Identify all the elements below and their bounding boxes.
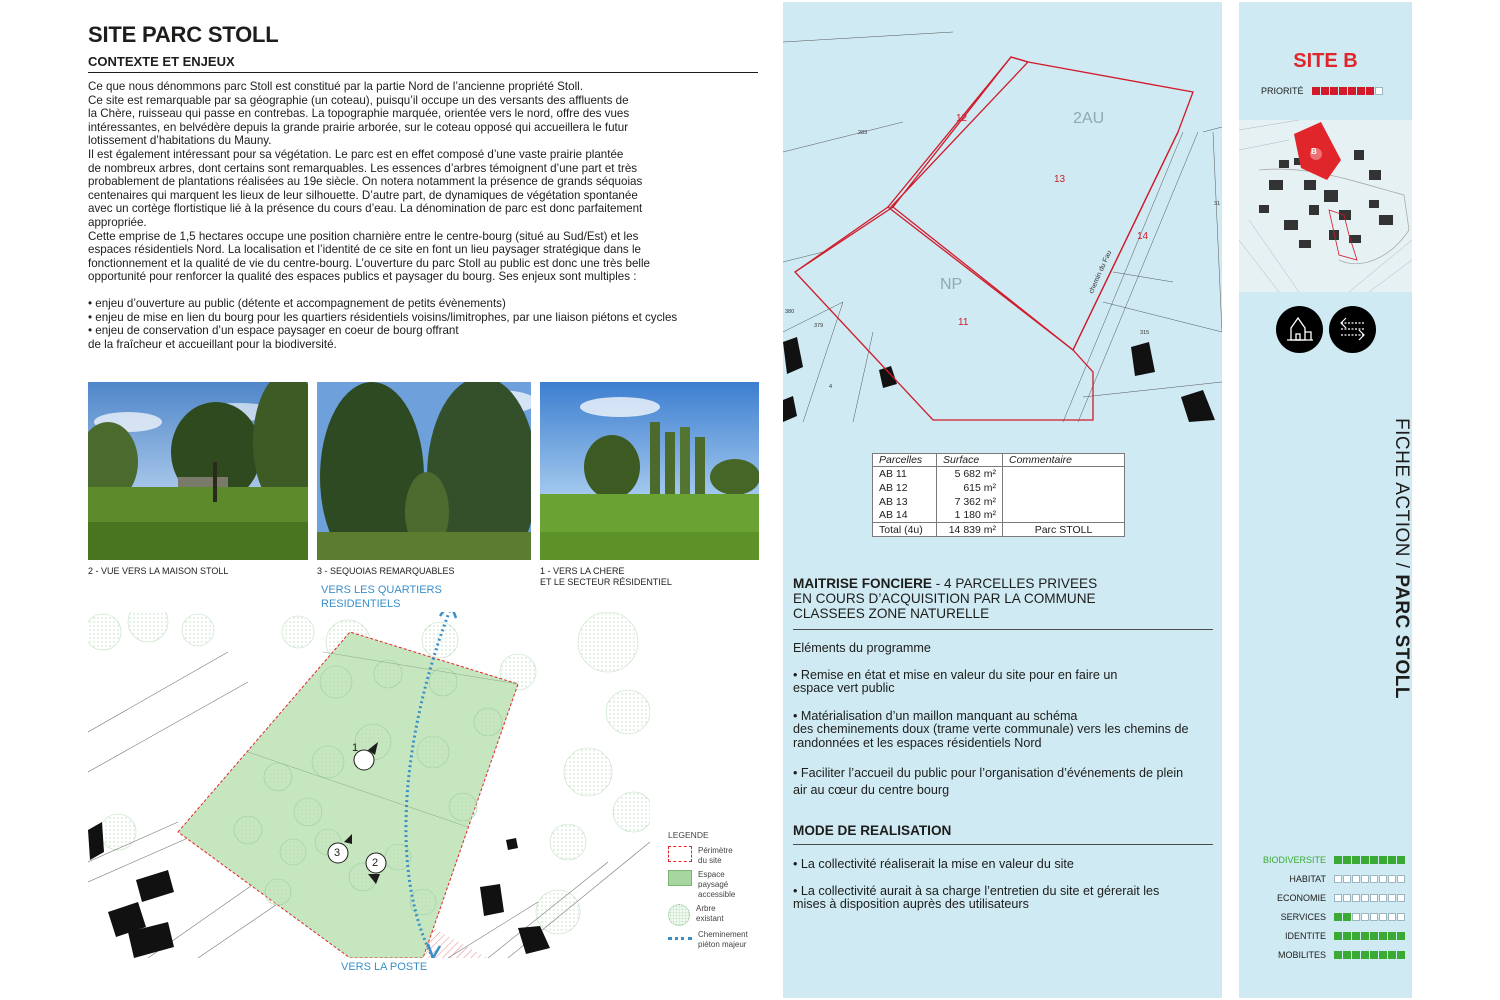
- circulation-arrows-icon: [1329, 306, 1376, 353]
- site-card: [1239, 2, 1412, 998]
- text-line: la Chère, ruisseau qui passe en contrebas. La topographie marquée, orientée vers le nord, offre des vues: [88, 107, 630, 121]
- section-subtitle: CONTEXTE ET ENJEUX: [88, 54, 758, 73]
- priority-square: [1321, 87, 1329, 95]
- fonciere-bold: MAITRISE FONCIERE: [793, 576, 932, 591]
- criteria-row: [1239, 945, 1412, 964]
- criteria-label: ECONOMIE: [1276, 892, 1326, 903]
- green-space-swatch: [668, 870, 692, 886]
- table-header: Commentaire: [1003, 454, 1125, 467]
- criteria-square: [1370, 875, 1378, 883]
- land-panel: [783, 2, 1222, 998]
- criteria-bar: [1334, 932, 1406, 940]
- criteria-square: [1397, 856, 1405, 864]
- realisation-item: [793, 858, 1213, 872]
- text-line: de la fraîcheur et accueillant pour la biodiversité.: [88, 337, 337, 351]
- criteria-square: [1379, 856, 1387, 864]
- table-cell: 5 682 m²: [937, 467, 1003, 481]
- text-line: Ce site est remarquable par sa géographie (un coteau), puisqu’il occupe un des versants des affluents de: [88, 93, 629, 107]
- legend-label: accessible: [698, 890, 736, 899]
- criteria-square: [1334, 932, 1342, 940]
- criteria-square: [1352, 875, 1360, 883]
- table-cell: [1003, 509, 1125, 523]
- criteria-square: [1370, 913, 1378, 921]
- table-row: [873, 481, 1125, 495]
- plan-label-south: VERS LA POSTE: [341, 961, 428, 973]
- criteria-square: [1352, 913, 1360, 921]
- table-row: [873, 509, 1125, 523]
- criteria-row: [1239, 850, 1412, 869]
- legend-label: Arbre: [696, 904, 716, 913]
- priority-square: [1375, 87, 1383, 95]
- criteria-square: [1388, 951, 1396, 959]
- criteria-square: [1379, 932, 1387, 940]
- table-row: [873, 495, 1125, 509]
- item-line: Remise en état et mise en valeur du site pour en faire un: [800, 667, 1118, 682]
- parcel-label-11: 11: [958, 317, 969, 328]
- criteria-square: [1343, 856, 1351, 864]
- text-line: fonctionnement et la qualité de vie du centre-bourg. L’ouverture du parc Stoll au public est donc une très belle: [88, 256, 651, 270]
- photo-caption: [540, 566, 672, 588]
- criteria-square: [1343, 913, 1351, 921]
- table-total-row: [873, 523, 1125, 537]
- criteria-square: [1397, 875, 1405, 883]
- photo-caption: 3 - SEQUOIAS REMARQUABLES: [317, 566, 455, 576]
- criteria-row: [1239, 907, 1412, 926]
- criteria-square: [1397, 951, 1405, 959]
- view-marker-3: 3: [334, 847, 341, 859]
- bullet-item: • enjeu de conservation d’un espace paysager en coeur de bourg offrant: [88, 324, 756, 338]
- table-cell: AB 11: [873, 467, 937, 481]
- table-header: Surface: [937, 454, 1003, 467]
- item-line: randonnées et les espaces résidentiels Nord: [793, 735, 1042, 750]
- map-marker-b: B: [1311, 147, 1317, 156]
- criteria-square: [1370, 856, 1378, 864]
- criteria-square: [1334, 894, 1342, 902]
- criteria-label: IDENTITE: [1284, 930, 1326, 941]
- table-cell: Parc STOLL: [1003, 523, 1125, 537]
- legend-item-green-space: [668, 870, 768, 900]
- realisation-item: [793, 885, 1213, 912]
- bullet-item: • enjeu d’ouverture au public (détente et accompagnement de petits évènements): [88, 297, 756, 311]
- priority-square: [1330, 87, 1338, 95]
- text-line: Cette emprise de 1,5 hectares occupe une position charnière entre le centre-bourg (situé au Sud/Est) et les: [88, 229, 639, 243]
- cadastral-map: [783, 2, 1222, 422]
- legend-item-perimeter: [668, 846, 768, 866]
- programme-heading: Eléments du programme: [793, 641, 931, 655]
- cadastre-number: 4: [829, 384, 833, 390]
- text-line: centenaires qui marquent les lieux de leur silhouette. D’autre part, de dynamiques de végétation spontanée: [88, 188, 638, 202]
- road-label: chemin du Fau: [1088, 249, 1114, 295]
- location-minimap: [1239, 120, 1412, 292]
- item-line: La collectivité réaliserait la mise en valeur du site: [800, 857, 1074, 871]
- photo-maison-stoll: [88, 382, 308, 560]
- text-line: opportunité pour renforcer la qualité des espaces publics et paysager du bourg. Ses enjeux sont multiples :: [88, 270, 637, 284]
- realisation-section: [793, 858, 1213, 925]
- criteria-square: [1361, 875, 1369, 883]
- photo-vers-la-chere: [540, 382, 759, 560]
- criteria-square: [1361, 856, 1369, 864]
- perimeter-swatch: [668, 846, 692, 862]
- plan-label-line: RESIDENTIELS: [321, 598, 401, 610]
- table-cell: [1003, 481, 1125, 495]
- realisation-heading: MODE DE REALISATION: [793, 823, 1213, 845]
- criteria-label: BIODIVERSITE: [1262, 854, 1326, 865]
- criteria-square: [1343, 932, 1351, 940]
- criteria-square: [1370, 951, 1378, 959]
- criteria-row: [1239, 926, 1412, 945]
- criteria-bar: [1334, 951, 1406, 959]
- programme-item: [793, 710, 1213, 751]
- table-cell: [1003, 467, 1125, 481]
- legend-item-path: [668, 930, 768, 950]
- priority-square: [1357, 87, 1365, 95]
- parcel-label-12: 12: [956, 113, 968, 124]
- photo-sequoias: [317, 382, 531, 560]
- legend-label: paysagé: [698, 880, 729, 889]
- legend-label: existant: [696, 914, 724, 923]
- criteria-label: SERVICES: [1280, 911, 1326, 922]
- criteria-square: [1397, 913, 1405, 921]
- programme-section: [793, 642, 1213, 813]
- plan-label-line: VERS LES QUARTIERS: [321, 584, 442, 596]
- criteria-square: [1334, 856, 1342, 864]
- criteria-square: [1334, 913, 1342, 921]
- fonciere-line: CLASSEES ZONE NATURELLE: [793, 606, 990, 621]
- table-cell: [1003, 495, 1125, 509]
- church-icon: [1276, 306, 1323, 353]
- criteria-square: [1334, 875, 1342, 883]
- criteria-square: [1370, 932, 1378, 940]
- fonciere-line: EN COURS D’ACQUISITION PAR LA COMMUNE: [793, 591, 1096, 606]
- vertical-title-normal: FICHE ACTION /: [1391, 418, 1412, 575]
- priority-bar: [1312, 87, 1384, 95]
- criteria-square: [1388, 913, 1396, 921]
- cadastre-number: 31: [1214, 201, 1221, 207]
- table-cell: AB 12: [873, 481, 937, 495]
- priority-indicator: [1261, 86, 1384, 96]
- item-line: mises à disposition auprès des utilisateurs: [793, 897, 1029, 912]
- item-line: des cheminements doux (trame verte communale) vers les chemins de: [793, 722, 1189, 737]
- caption-line: ET LE SECTEUR RÉSIDENTIEL: [540, 577, 672, 587]
- fonciere-rest: - 4 PARCELLES PRIVEES: [931, 576, 1098, 591]
- criteria-square: [1352, 951, 1360, 959]
- item-line: La collectivité aurait à sa charge l’entretien du site et gérerait les: [800, 883, 1160, 898]
- criteria-bar: [1334, 875, 1406, 883]
- criteria-square: [1334, 951, 1342, 959]
- plan-legend: [668, 830, 768, 954]
- criteria-list: [1239, 850, 1412, 964]
- criteria-square: [1388, 894, 1396, 902]
- context-text: [88, 80, 756, 351]
- criteria-square: [1370, 894, 1378, 902]
- criteria-square: [1379, 875, 1387, 883]
- criteria-square: [1361, 932, 1369, 940]
- legend-label: Espace: [698, 870, 725, 879]
- path-swatch: [668, 937, 692, 940]
- criteria-square: [1388, 932, 1396, 940]
- photo-caption: 2 - VUE VERS LA MAISON STOLL: [88, 566, 229, 576]
- vertical-title: [1390, 418, 1412, 699]
- criteria-row: [1239, 869, 1412, 888]
- criteria-square: [1343, 951, 1351, 959]
- criteria-square: [1397, 894, 1405, 902]
- criteria-square: [1352, 856, 1360, 864]
- site-plan: [88, 612, 650, 958]
- programme-item: [793, 669, 1213, 696]
- legend-label: Périmètre: [698, 846, 733, 855]
- criteria-square: [1352, 894, 1360, 902]
- legend-item-tree: [668, 904, 768, 926]
- priority-label: PRIORITÉ: [1261, 86, 1304, 96]
- priority-square: [1348, 87, 1356, 95]
- plan-label-north: [321, 583, 442, 611]
- text-line: avec un cortège flortistique lié à la présence du cours d’eau. La dénomination de parc est donc parfaitement: [88, 202, 643, 216]
- item-line: air au cœur du centre bourg: [793, 782, 950, 797]
- legend-label: piéton majeur: [698, 940, 747, 949]
- priority-square: [1339, 87, 1347, 95]
- table-cell: 615 m²: [937, 481, 1003, 495]
- caption-line: 1 - VERS LA CHERE: [540, 566, 625, 576]
- item-line: Matérialisation d’un maillon manquant au schéma: [800, 708, 1078, 723]
- criteria-square: [1379, 951, 1387, 959]
- criteria-square: [1397, 932, 1405, 940]
- cadastre-number: 380: [785, 309, 795, 315]
- text-line: Il est également intéressant pour sa végétation. Le parc est en effet composé d’une vaste prairie plantée: [88, 147, 624, 161]
- criteria-square: [1361, 951, 1369, 959]
- zone-label-np: NP: [940, 276, 963, 293]
- table-cell: AB 13: [873, 495, 937, 509]
- criteria-row: [1239, 888, 1412, 907]
- view-marker-2: 2: [372, 857, 379, 869]
- cadastre-number: 315: [1140, 330, 1150, 336]
- page-title: SITE PARC STOLL: [88, 22, 279, 47]
- parcel-label-13: 13: [1054, 174, 1066, 185]
- table-header-row: [873, 454, 1125, 467]
- table-header: Parcelles: [873, 454, 937, 467]
- table-cell: 1 180 m²: [937, 509, 1003, 523]
- legend-title: LEGENDE: [668, 830, 709, 840]
- bullet-item: • enjeu de mise en lien du bourg pour les quartiers résidentiels voisins/limitrophes, par une liaison piétons et cycles: [88, 311, 756, 325]
- priority-square: [1312, 87, 1320, 95]
- priority-square: [1366, 87, 1374, 95]
- criteria-square: [1379, 894, 1387, 902]
- table-cell: AB 14: [873, 509, 937, 523]
- text-line: espaces résidentiels Nord. La localisation et l’identité de ce site en font un lieu paysager stratégique dans le: [88, 243, 641, 257]
- text-line: intéressantes, en belvédère depuis la grande prairie arborée, sur le coteau opposé qui accueillera le futur: [88, 120, 629, 134]
- zone-label-2au: 2AU: [1073, 110, 1105, 127]
- view-marker-1: 1: [352, 742, 359, 754]
- criteria-bar: [1334, 856, 1406, 864]
- table-cell: 7 362 m²: [937, 495, 1003, 509]
- cadastre-number: 379: [814, 323, 824, 329]
- criteria-square: [1379, 913, 1387, 921]
- criteria-square: [1388, 856, 1396, 864]
- criteria-square: [1361, 894, 1369, 902]
- criteria-square: [1343, 875, 1351, 883]
- criteria-bar: [1334, 894, 1406, 902]
- table-cell: Total (4u): [873, 523, 937, 537]
- text-line: lotissement d’habitations du Mauny.: [88, 134, 272, 148]
- land-ownership-heading: [793, 576, 1213, 630]
- table-row: [873, 467, 1125, 481]
- text-line: appropriée.: [88, 215, 147, 229]
- cadastre-number: 283: [858, 130, 868, 136]
- parcel-label-14: 14: [1137, 231, 1149, 242]
- table-cell: 14 839 m²: [937, 523, 1003, 537]
- text-line: probablement de plantations réalisées au 19e siècle. On notera notamment la présence de grands séquoias: [88, 175, 643, 189]
- site-title: SITE B: [1293, 50, 1358, 72]
- text-line: Ce que nous dénommons parc Stoll est constitué par la partie Nord de l’ancienne propriété Stoll.: [88, 80, 583, 93]
- criteria-square: [1388, 875, 1396, 883]
- programme-item: [793, 765, 1213, 799]
- legend-label: du site: [698, 856, 722, 865]
- criteria-bar: [1334, 913, 1406, 921]
- vertical-title-bold: PARC STOLL: [1391, 574, 1412, 699]
- criteria-square: [1343, 894, 1351, 902]
- item-line: espace vert public: [793, 681, 895, 696]
- parcels-table: [872, 453, 1125, 537]
- legend-label: Cheminement: [698, 930, 748, 939]
- tree-icon: [668, 904, 690, 926]
- criteria-label: MOBILITES: [1277, 949, 1326, 960]
- item-line: Faciliter l’accueil du public pour l’organisation d’événements de plein: [800, 765, 1184, 780]
- criteria-square: [1361, 913, 1369, 921]
- criteria-label: HABITAT: [1289, 873, 1326, 884]
- criteria-square: [1352, 932, 1360, 940]
- text-line: de nombreux arbres, dont certains sont remarquables. Les essences d’arbres témoignent d’une part et très: [88, 161, 638, 175]
